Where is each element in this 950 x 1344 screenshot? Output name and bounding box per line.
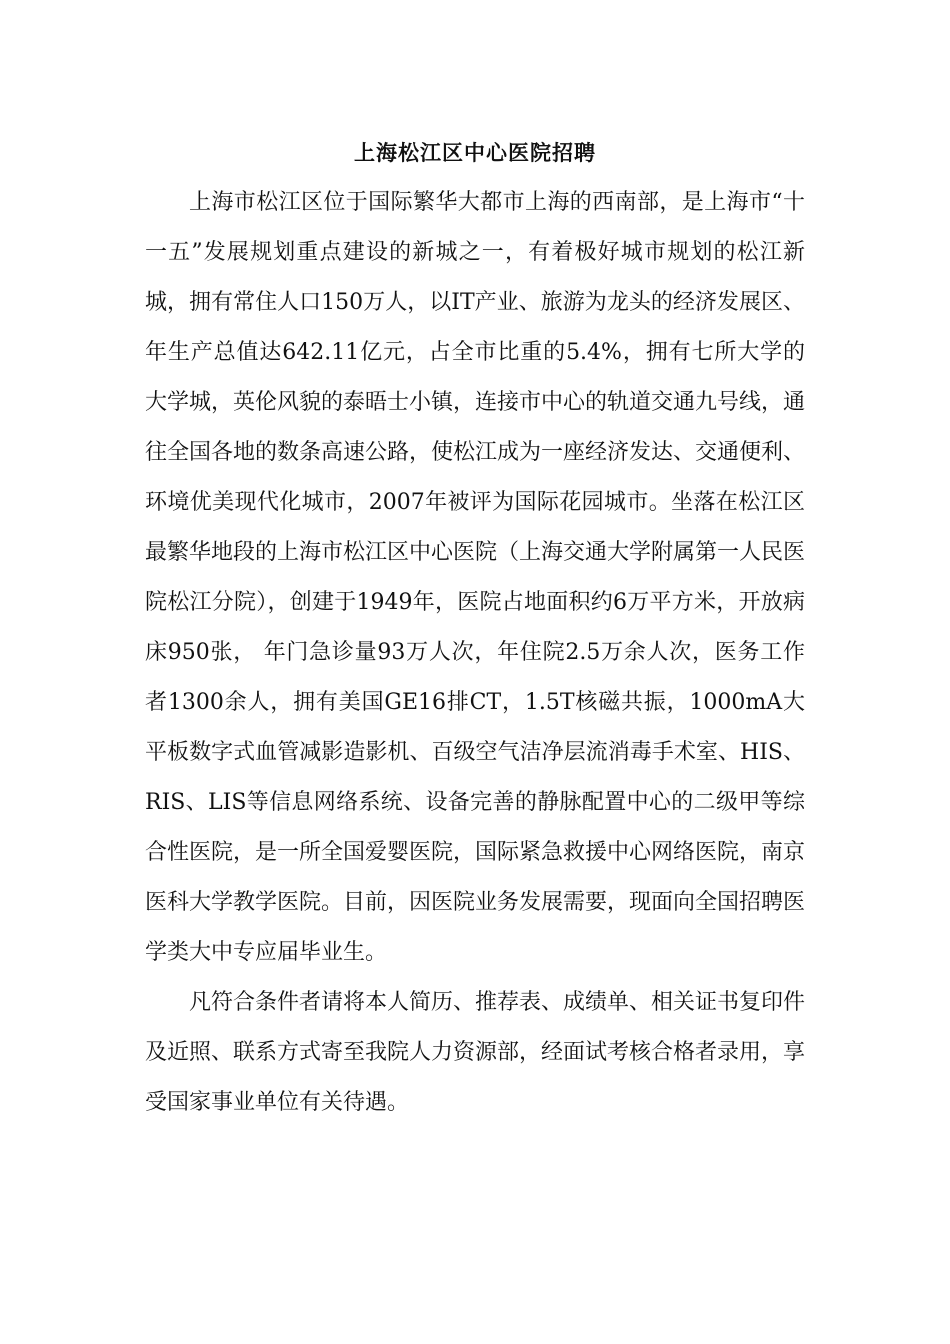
paragraph-application-instructions: 凡符合条件者请将本人简历、推荐表、成绩单、相关证书复印件及近照、联系方式寄至我院人力资源部，经面试考核合格者录用，享受国家事业单位有关待遇。	[145, 990, 806, 1115]
document-title: 上海松江区中心医院招聘	[354, 140, 596, 165]
paragraph-hospital-introduction: 上海市松江区位于国际繁华大都市上海的西南部，是上海市“十一五”发展规划重点建设的新城之一，有着极好城市规划的松江新城，拥有常住人口150万人，以IT产业、旅游为龙头的经济发展区、年生产总值达642.11亿元，占全市比重的5.4%，拥有七所大学的大学城，英伦风貌的泰晤士小镇，连接市中心的轨道交通九号线，通往全国各地的数条高速公路，使松江成为一座经济发达、交通便利、环境优美现代化城市，2007年被评为国际花园城市。坐落在松江区最繁华地段的上海市松江区中心医院（上海交通大学附属第一人民医院松江分院），创建于1949年，医院占地面积约6万平方米，开放病床950张， 年门急诊量93万人次，年住院2.5万余人次，医务工作者1300余人，拥有美国GE16排CT，1.5T核磁共振，1000mA大平板数字式血管减影造影机、百级空气洁净层流消毒手术室、HIS、RIS、LIS等信息网络系统、设备完善的静脉配置中心的二级甲等综合性医院，是一所全国爱婴医院，国际紧急救援中心网络医院，南京医科大学教学医院。目前，因医院业务发展需要，现面向全国招聘医学类大中专应届毕业生。	[145, 190, 806, 965]
document-body	[145, 178, 805, 1128]
